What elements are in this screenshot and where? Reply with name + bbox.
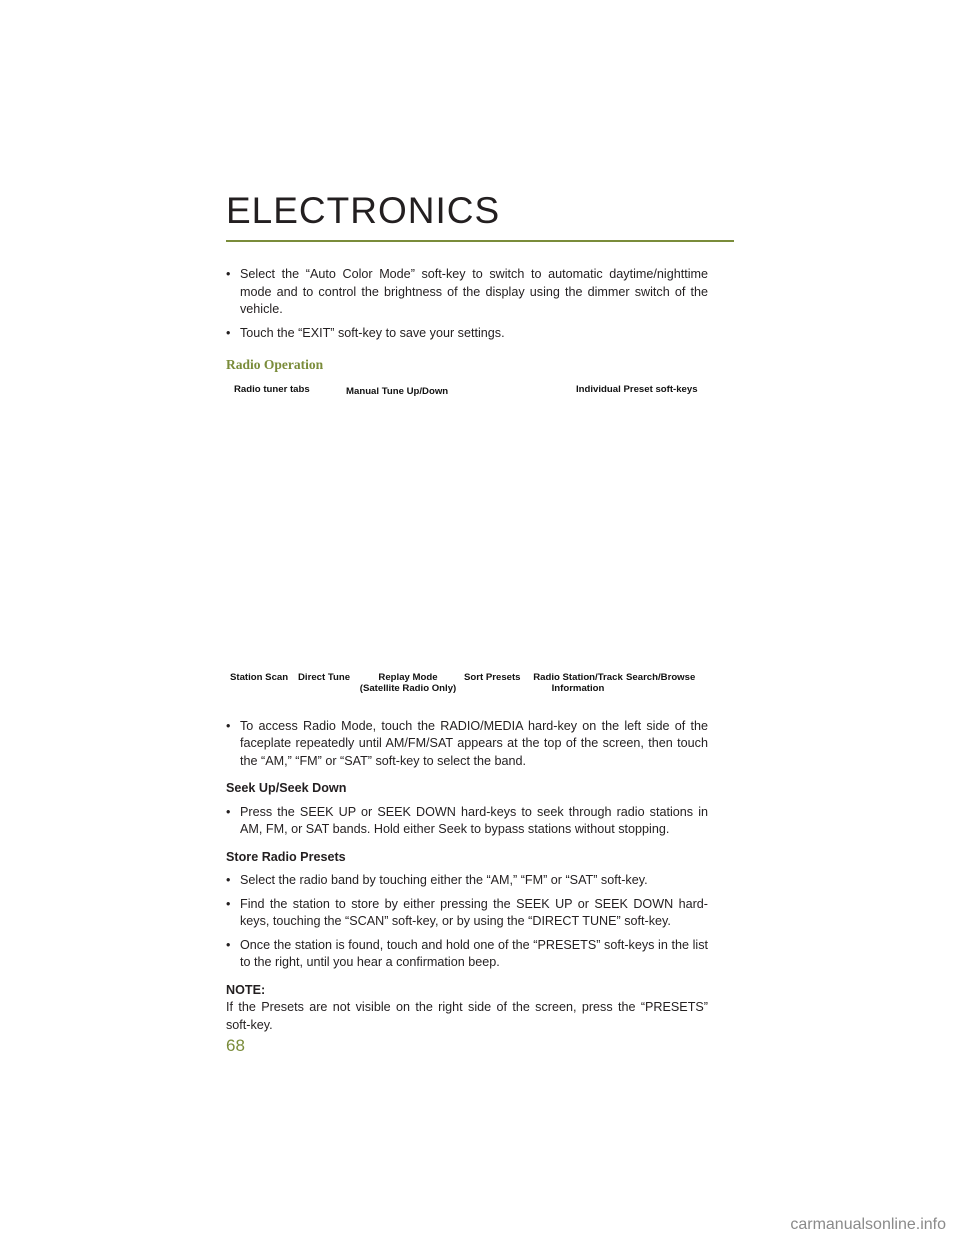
station-track-text: Radio Station/Track xyxy=(533,671,623,683)
bullet-dot: • xyxy=(226,325,231,340)
label-station-track xyxy=(532,672,624,694)
label-radio-tuner-tabs: Radio tuner tabs xyxy=(234,383,310,395)
label-station-scan: Station Scan xyxy=(230,671,289,683)
radio-operation-heading: Radio Operation xyxy=(226,357,324,372)
bullet-text: Find the station to store by either pressing the SEEK UP or SEEK DOWN hard-keys, touching the “SCAN” soft-key, or by using the “DIRECT TUNE” soft-key. xyxy=(240,896,708,928)
radio-figure xyxy=(226,382,708,708)
bullet-text: Touch the “EXIT” soft-key to save your settings. xyxy=(240,325,505,340)
label-sort-presets: Sort Presets xyxy=(464,671,521,683)
page-number: 68 xyxy=(226,1036,245,1055)
note-text: If the Presets are not visible on the right side of the screen, press the “PRESETS” soft-key. xyxy=(226,1000,708,1032)
bullet-dot: • xyxy=(226,873,231,887)
bullet-dot: • xyxy=(226,937,231,952)
information-text: Information xyxy=(551,682,605,694)
bullet-text: Select the “Auto Color Mode” soft-key to switch to automatic daytime/nighttime mode and to control the brightness of the display using the dimmer switch of the vehicle. xyxy=(240,267,708,316)
section-divider xyxy=(226,240,734,242)
bullet-text: Press the SEEK UP or SEEK DOWN hard-keys to seek through radio stations in AM, FM, or SAT bands. Hold either Seek to bypass stations without stopping. xyxy=(240,804,708,836)
bullet-dot: • xyxy=(226,896,231,911)
bullet-dot: • xyxy=(226,804,231,819)
label-individual-preset: Individual Preset soft-keys xyxy=(576,383,698,395)
bullet-access-radio-mode xyxy=(226,718,708,771)
label-manual-tune: Manual Tune Up/Down xyxy=(346,385,449,397)
store-presets-heading: Store Radio Presets xyxy=(226,849,346,864)
bullet-exit xyxy=(226,325,708,343)
satellite-only-text: (Satellite Radio Only) xyxy=(359,682,457,694)
label-replay-mode xyxy=(358,672,458,694)
bullet-dot: • xyxy=(226,718,231,733)
bullet-select-band xyxy=(226,872,708,890)
watermark-text: carmanualsonline.info xyxy=(790,1216,946,1233)
bullet-text: Select the radio band by touching either the “AM,” “FM” or “SAT” soft-key. xyxy=(240,873,648,887)
label-direct-tune: Direct Tune xyxy=(298,671,351,683)
bullet-text: Once the station is found, touch and hold one of the “PRESETS” soft-keys in the list to the right, until you hear a confirmation beep. xyxy=(240,937,708,969)
bullet-seek xyxy=(226,804,708,839)
label-search-browse: Search/Browse xyxy=(626,671,696,683)
replay-mode-text: Replay Mode xyxy=(378,671,438,683)
bullet-find-station xyxy=(226,896,708,931)
page-content xyxy=(226,266,708,1034)
bullet-auto-color-mode xyxy=(226,266,708,319)
seek-heading: Seek Up/Seek Down xyxy=(226,781,347,795)
bullet-hold-preset xyxy=(226,937,708,972)
section-title: ELECTRONICS xyxy=(226,190,501,231)
bullet-dot: • xyxy=(226,267,231,281)
note-label: NOTE: xyxy=(226,982,266,997)
bullet-text: To access Radio Mode, touch the RADIO/MEDIA hard-key on the left side of the faceplate repeatedly until AM/FM/SAT appears at the top of the screen, then touch the “AM,” “FM” or “SAT” soft-key to select the band. xyxy=(240,718,708,768)
